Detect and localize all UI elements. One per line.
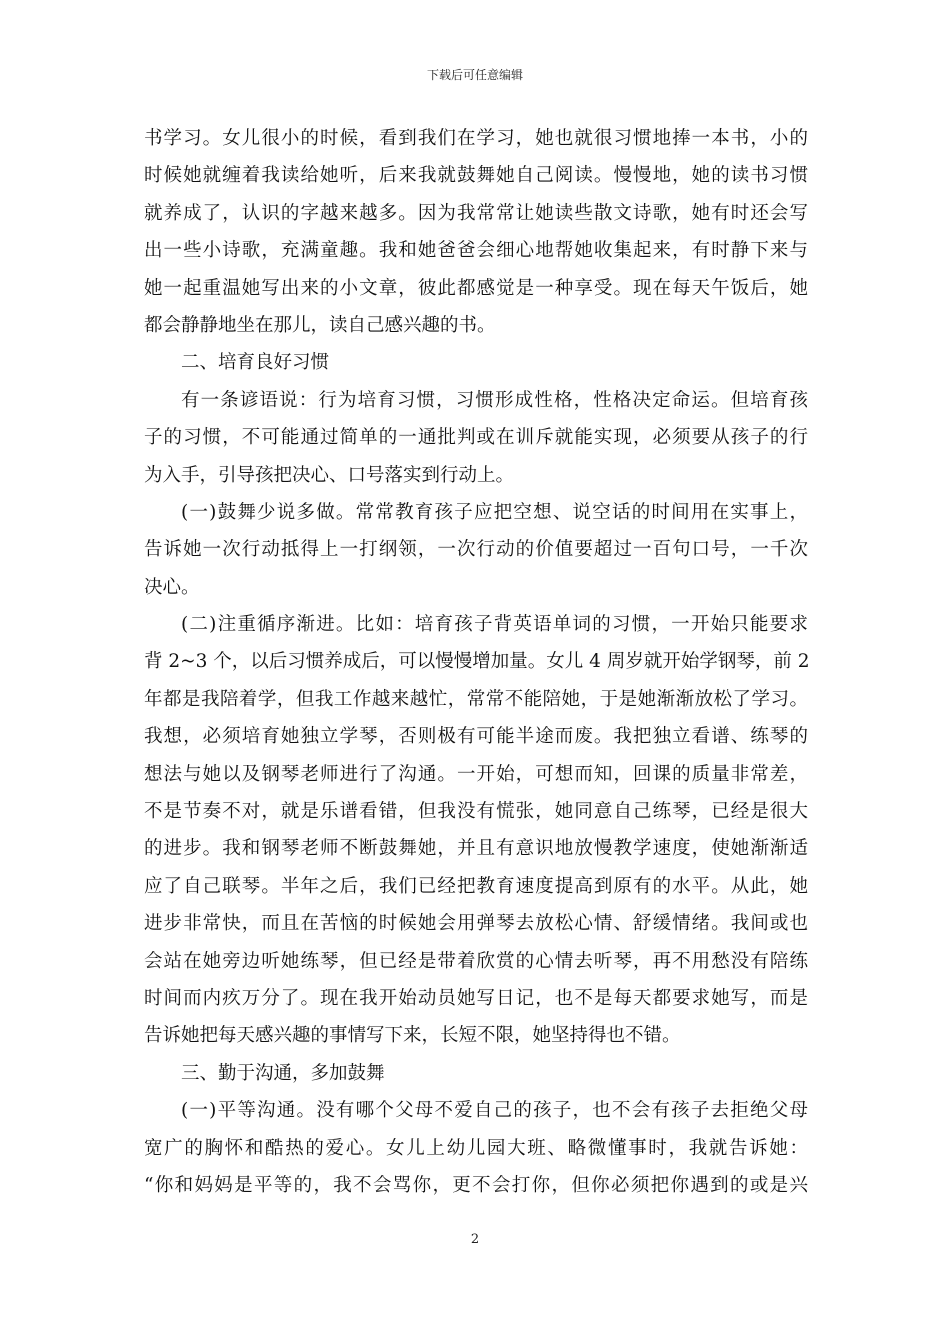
text-line: 都会静静地坐在那儿，读自己感兴趣的书。 bbox=[144, 314, 496, 336]
text-line: 告诉她把每天感兴趣的事情写下来，长短不限，她坚持得也不错。 bbox=[144, 1025, 681, 1047]
text-line: 背 2~3 个，以后习惯养成后，可以慢慢增加量。女儿 4 周岁就开始学钢琴，前 2 bbox=[144, 651, 810, 673]
text-line: 应了自己联琴。半年之后，我们已经把教育速度提高到原有的水平。从此，她 bbox=[144, 875, 808, 897]
text-line: 子的习惯，不可能通过简单的一通批判或在训斥就能实现，必须要从孩子的行 bbox=[144, 427, 808, 449]
text-line: 进步非常快，而且在苦恼的时候她会用弹琴去放松心情、舒缓情绪。我间或也 bbox=[144, 913, 808, 935]
text-line: 她一起重温她写出来的小文章，彼此都感觉是一种享受。现在每天午饭后，她 bbox=[144, 277, 808, 299]
text-line: 会站在她旁边听她练琴，但已经是带着欣赏的心情去听琴，再不用愁没有陪练 bbox=[144, 950, 808, 972]
page-number: 2 bbox=[470, 1232, 480, 1247]
page-header: 下载后可任意编辑 bbox=[426, 68, 523, 82]
text-line: 为入手，引导孩把决心、口号落实到行动上。 bbox=[144, 464, 515, 486]
text-line: (一)平等沟通。没有哪个父母不爱自己的孩子，也不会有孩子去拒绝父母 bbox=[181, 1100, 808, 1122]
text-line: 宽广的胸怀和酷热的爱心。女儿上幼儿园大班、略微懂事时，我就告诉她： bbox=[144, 1137, 808, 1159]
text-line: 时间而内疚万分了。现在我开始动员她写日记，也不是每天都要求她写，而是 bbox=[144, 987, 808, 1009]
text-line: 告诉她一次行动抵得上一打纲领，一次行动的价值要超过一百句口号，一千次 bbox=[144, 539, 808, 561]
section-heading: 三、勤于沟通，多加鼓舞 bbox=[181, 1062, 385, 1084]
text-line: 决心。 bbox=[144, 576, 200, 598]
text-line: (一)鼓舞少说多做。常常教育孩子应把空想、说空话的时间用在实事上， bbox=[181, 501, 808, 523]
text-line: 不是节奏不对，就是乐谱看错，但我没有慌张，她同意自己练琴，已经是很大 bbox=[144, 801, 808, 823]
document-body bbox=[144, 120, 808, 1204]
text-line: 年都是我陪着学，但我工作越来越忙，常常不能陪她，于是她渐渐放松了学习。 bbox=[144, 688, 808, 710]
text-line: 想法与她以及钢琴老师进行了沟通。一开始，可想而知，回课的质量非常差， bbox=[144, 763, 808, 785]
text-line: 我想，必须培育她独立学琴，否则极有可能半途而废。我把独立看谱、练琴的 bbox=[144, 726, 808, 748]
text-line: 就养成了，认识的字越来越多。因为我常常让她读些散文诗歌，她有时还会写 bbox=[144, 202, 808, 224]
text-line: “你和妈妈是平等的，我不会骂你，更不会打你，但你必须把你遇到的或是兴 bbox=[144, 1174, 808, 1196]
text-line: (二)注重循序渐进。比如：培育孩子背英语单词的习惯，一开始只能要求 bbox=[181, 614, 808, 636]
text-line: 有一条谚语说：行为培育习惯，习惯形成性格，性格决定命运。但培育孩 bbox=[181, 389, 808, 411]
text-line: 出一些小诗歌，充满童趣。我和她爸爸会细心地帮她收集起来，有时静下来与 bbox=[144, 240, 808, 262]
text-line: 时候她就缠着我读给她听，后来我就鼓舞她自己阅读。慢慢地，她的读书习惯 bbox=[144, 165, 808, 187]
text-line: 书学习。女儿很小的时候，看到我们在学习，她也就很习惯地捧一本书，小的 bbox=[144, 128, 808, 149]
text-line: 的进步。我和钢琴老师不断鼓舞她，并且有意识地放慢教学速度，使她渐渐适 bbox=[144, 838, 808, 860]
section-heading: 二、培育良好习惯 bbox=[181, 352, 330, 374]
